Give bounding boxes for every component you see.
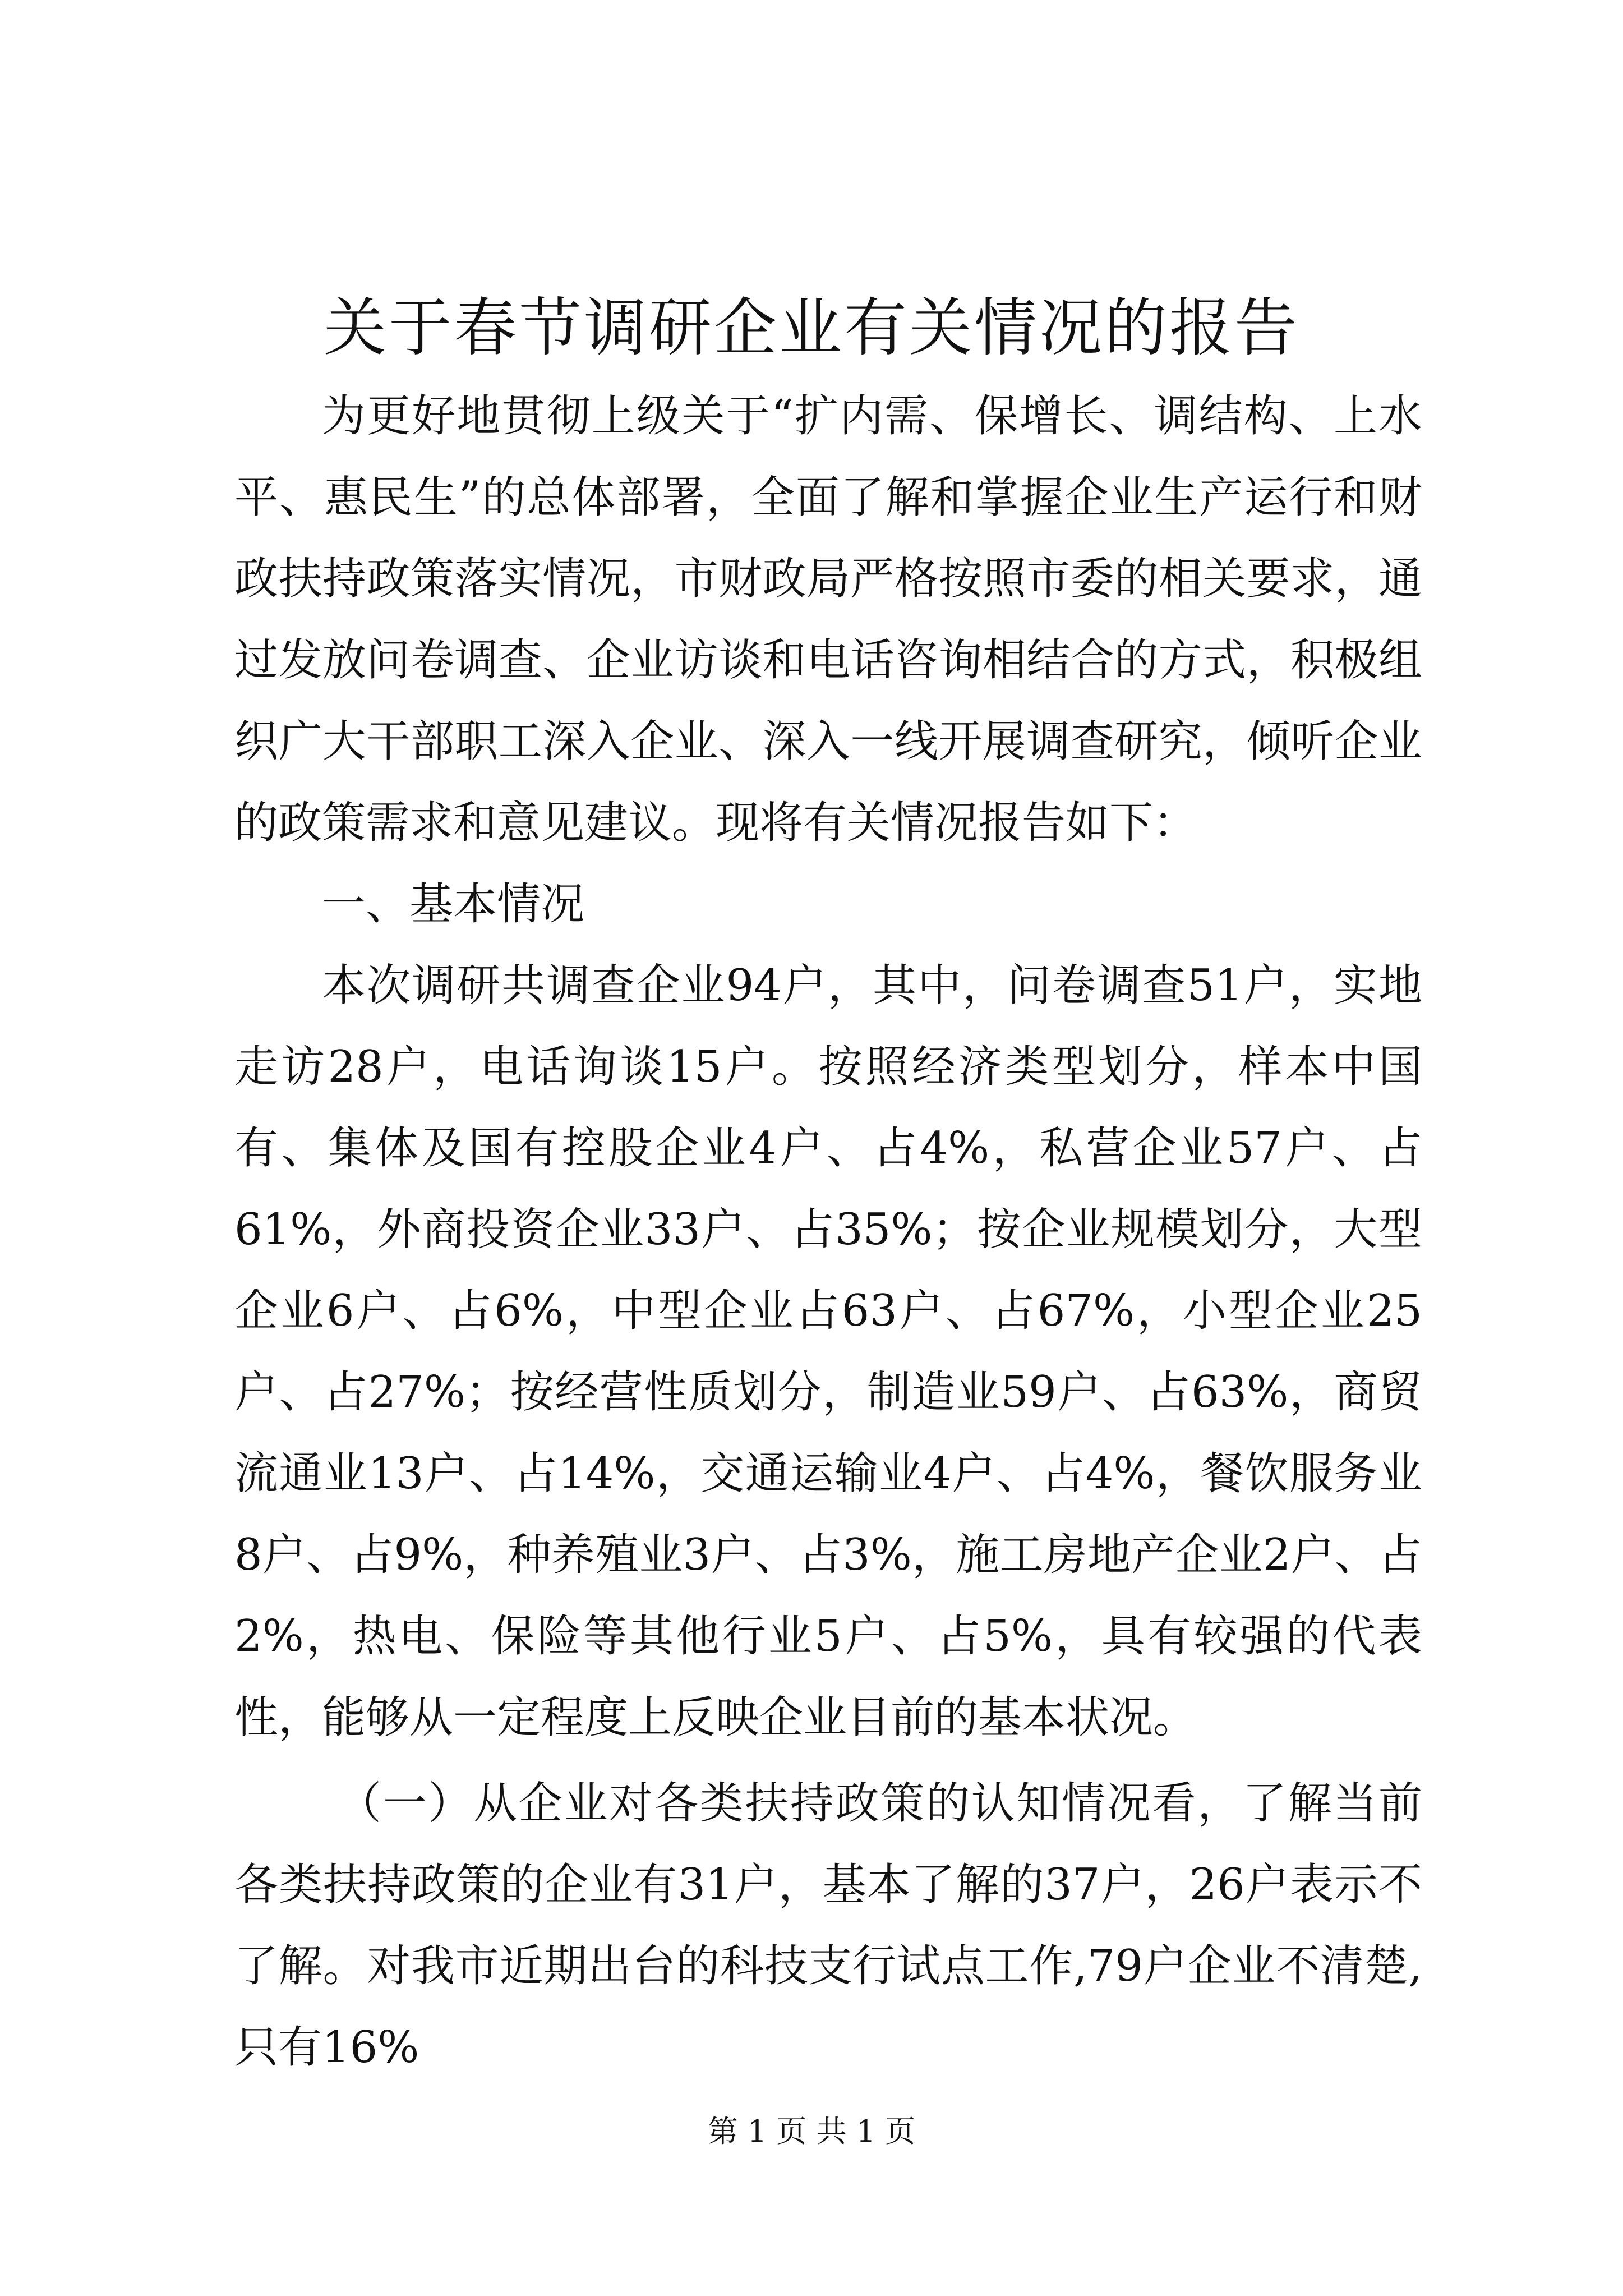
paragraph-intro: 为更好地贯彻上级关于“扩内需、保增长、调结构、上水平、惠民生”的总体部署，全面了解和掌握企业生产运行和财政扶持政策落实情况，市财政局严格按照市委的相关要求，通过发放问卷调查、企业访谈和电话咨询相结合的方式，积极组织广大干部职工深入企业、深入一线开展调查研究，倾听企业的政策需求和意见建议。现将有关情况报告如下：	[234, 391, 1422, 848]
paragraph-policy-awareness: （一）从企业对各类扶持政策的认知情况看，了解当前各类扶持政策的企业有31户，基本了解的37户，26户表示不了解。对我市近期出台的科技支行试点工作,79户企业不清楚,只有16%	[234, 1778, 1422, 2073]
document-title: 关于春节调研企业有关情况的报告	[324, 292, 1299, 365]
page-footer: 第 1 页 共 1 页	[707, 2114, 916, 2149]
document-body	[234, 376, 1422, 2088]
section-heading-basic-situation: 一、基本情况	[322, 879, 585, 930]
paragraph-survey-overview: 本次调研共调查企业94户，其中，问卷调查51户，实地走访28户，电话询谈15户。按照经济类型划分，样本中国有、集体及国有控股企业4户、占4%，私营企业57户、占61%，外商投资企业33户、占35%；按企业规模划分，大型企业6户、占6%，中型企业占63户、占67%，小型企业25户、占27%；按经营性质划分，制造业59户、占63%，商贸流通业13户、占14%，交通运输业4户、占4%，餐饮服务业8户、占9%，种养殖业3户、占3%，施工房地产企业2户、占2%，热电、保险等其他行业5户、占5%，具有较强的代表性，能够从一定程度上反映企业目前的基本状况。	[234, 960, 1422, 1743]
